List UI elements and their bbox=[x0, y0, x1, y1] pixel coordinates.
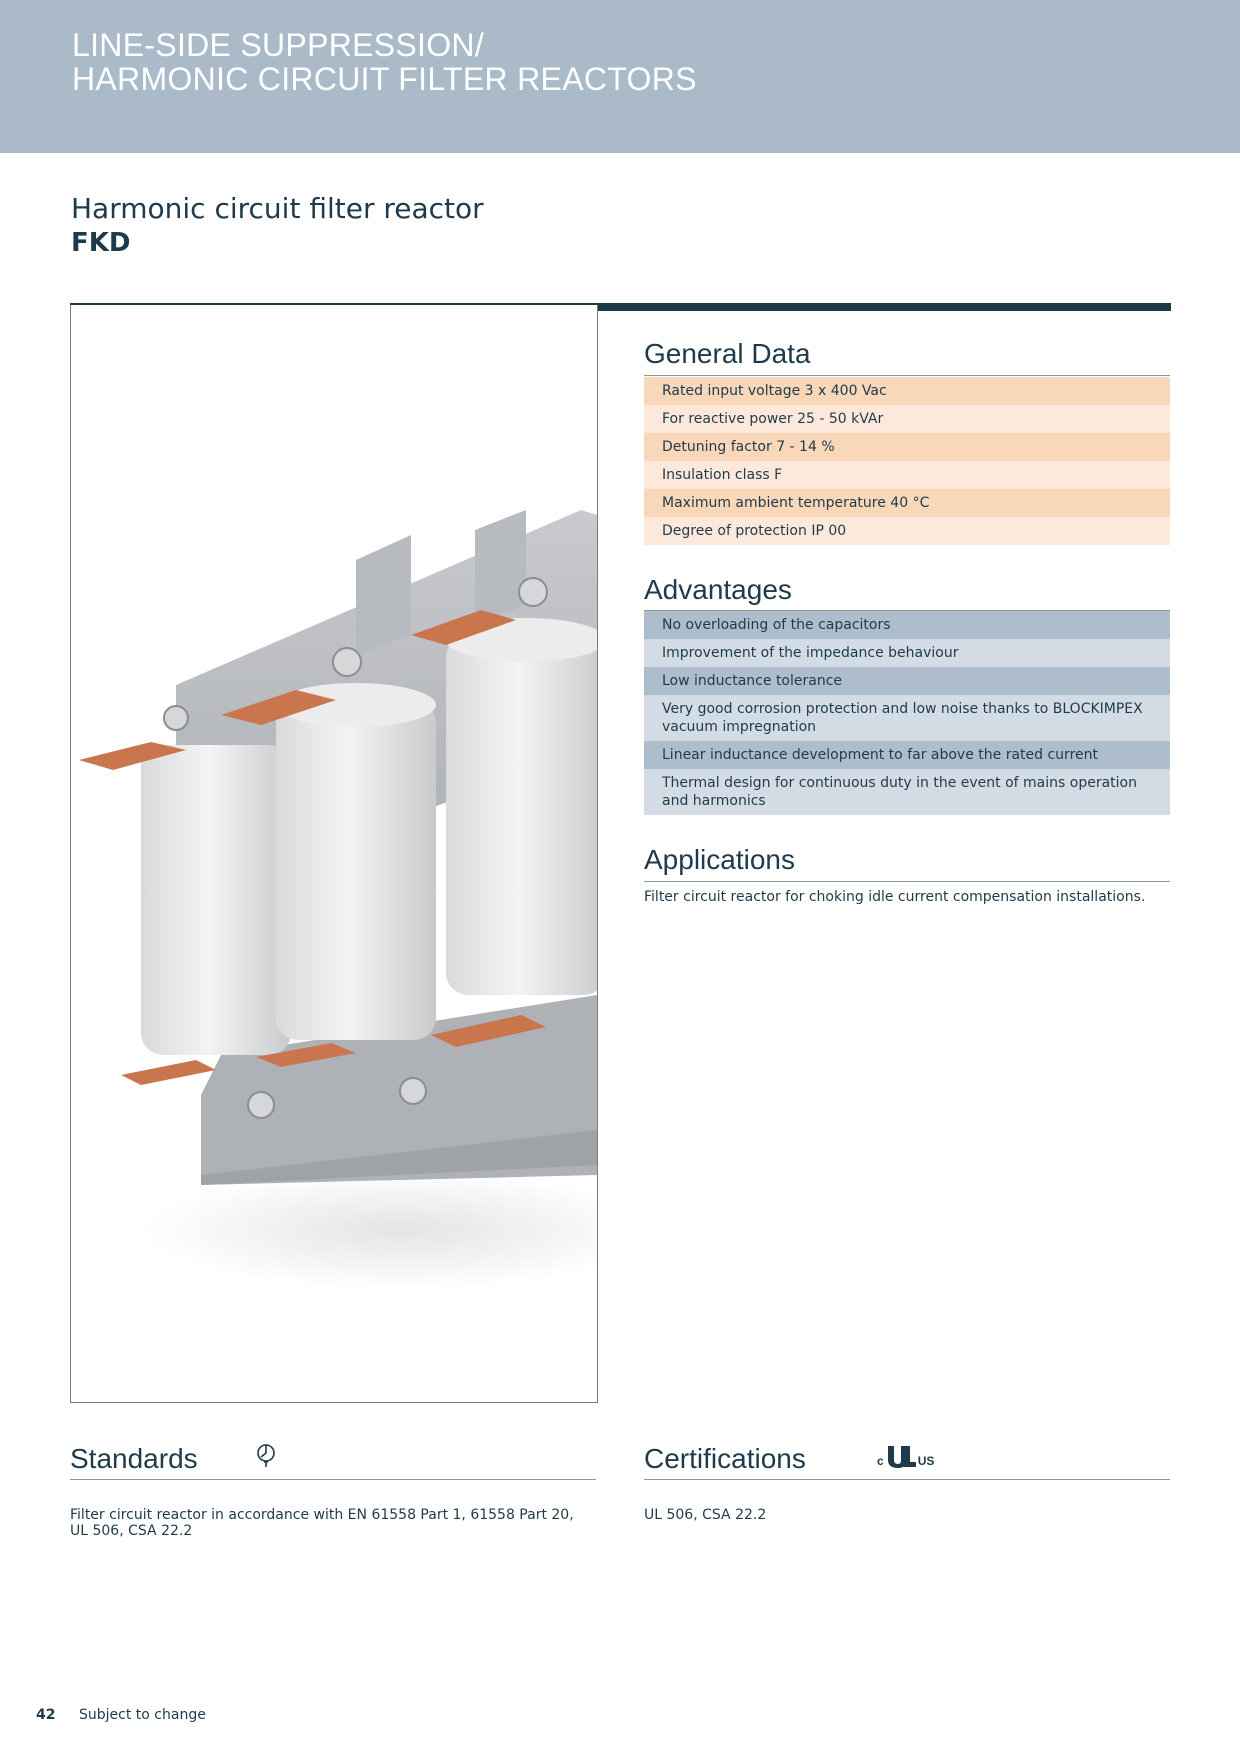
cul-mark-c: c bbox=[877, 1454, 884, 1468]
cul-us-mark-icon bbox=[877, 1442, 934, 1468]
standards-heading: Standards bbox=[70, 1443, 198, 1474]
product-model: FKD bbox=[71, 228, 131, 258]
footer-note: Subject to change bbox=[79, 1707, 206, 1723]
advantages-row: Linear inductance development to far above the rated current bbox=[644, 741, 1170, 769]
advantages-row: Improvement of the impedance behaviour bbox=[644, 639, 1170, 667]
general-data-row: Insulation class F bbox=[644, 461, 1170, 489]
general-data-row: Detuning factor 7 - 14 % bbox=[644, 433, 1170, 461]
advantages-row: Low inductance tolerance bbox=[644, 667, 1170, 695]
certifications-rule bbox=[644, 1479, 1170, 1480]
page-header-title bbox=[72, 28, 697, 96]
vde-mark-icon bbox=[254, 1441, 278, 1469]
general-data-table bbox=[644, 377, 1170, 545]
header-banner bbox=[0, 0, 1240, 153]
general-data-row: For reactive power 25 - 50 kVAr bbox=[644, 405, 1170, 433]
applications-text: Filter circuit reactor for choking idle current compensation installations. bbox=[644, 889, 1146, 905]
page-number: 42 bbox=[36, 1707, 56, 1723]
reactor-product-image bbox=[71, 305, 597, 1402]
header-title-line2: HARMONIC CIRCUIT FILTER REACTORS bbox=[72, 61, 697, 97]
header-title-line1: LINE-SIDE SUPPRESSION/ bbox=[72, 27, 485, 63]
standards-text: Filter circuit reactor in accordance with EN 61558 Part 1, 61558 Part 20, UL 506, CSA 22.2 bbox=[70, 1507, 574, 1539]
applications-rule bbox=[644, 881, 1170, 882]
general-data-row: Degree of protection IP 00 bbox=[644, 517, 1170, 545]
advantages-heading: Advantages bbox=[644, 574, 792, 605]
general-data-heading: General Data bbox=[644, 338, 811, 369]
product-subtitle: Harmonic circuit filter reactor bbox=[71, 192, 484, 225]
certifications-heading: Certifications bbox=[644, 1443, 806, 1474]
standards-rule bbox=[70, 1479, 596, 1480]
ul-logo-icon bbox=[886, 1444, 916, 1468]
general-data-rule bbox=[644, 375, 1170, 376]
certifications-text: UL 506, CSA 22.2 bbox=[644, 1507, 767, 1523]
advantages-table bbox=[644, 611, 1170, 815]
general-data-row: Rated input voltage 3 x 400 Vac bbox=[644, 377, 1170, 405]
advantages-row: Thermal design for continuous duty in the event of mains operation and harmonics bbox=[644, 769, 1170, 815]
product-image-frame bbox=[70, 305, 598, 1403]
applications-heading: Applications bbox=[644, 844, 795, 875]
general-data-row: Maximum ambient temperature 40 °C bbox=[644, 489, 1170, 517]
advantages-row: Very good corrosion protection and low noise thanks to BLOCKIMPEX vacuum impregnation bbox=[644, 695, 1170, 741]
cul-mark-us: US bbox=[917, 1454, 935, 1468]
advantages-row: No overloading of the capacitors bbox=[644, 611, 1170, 639]
